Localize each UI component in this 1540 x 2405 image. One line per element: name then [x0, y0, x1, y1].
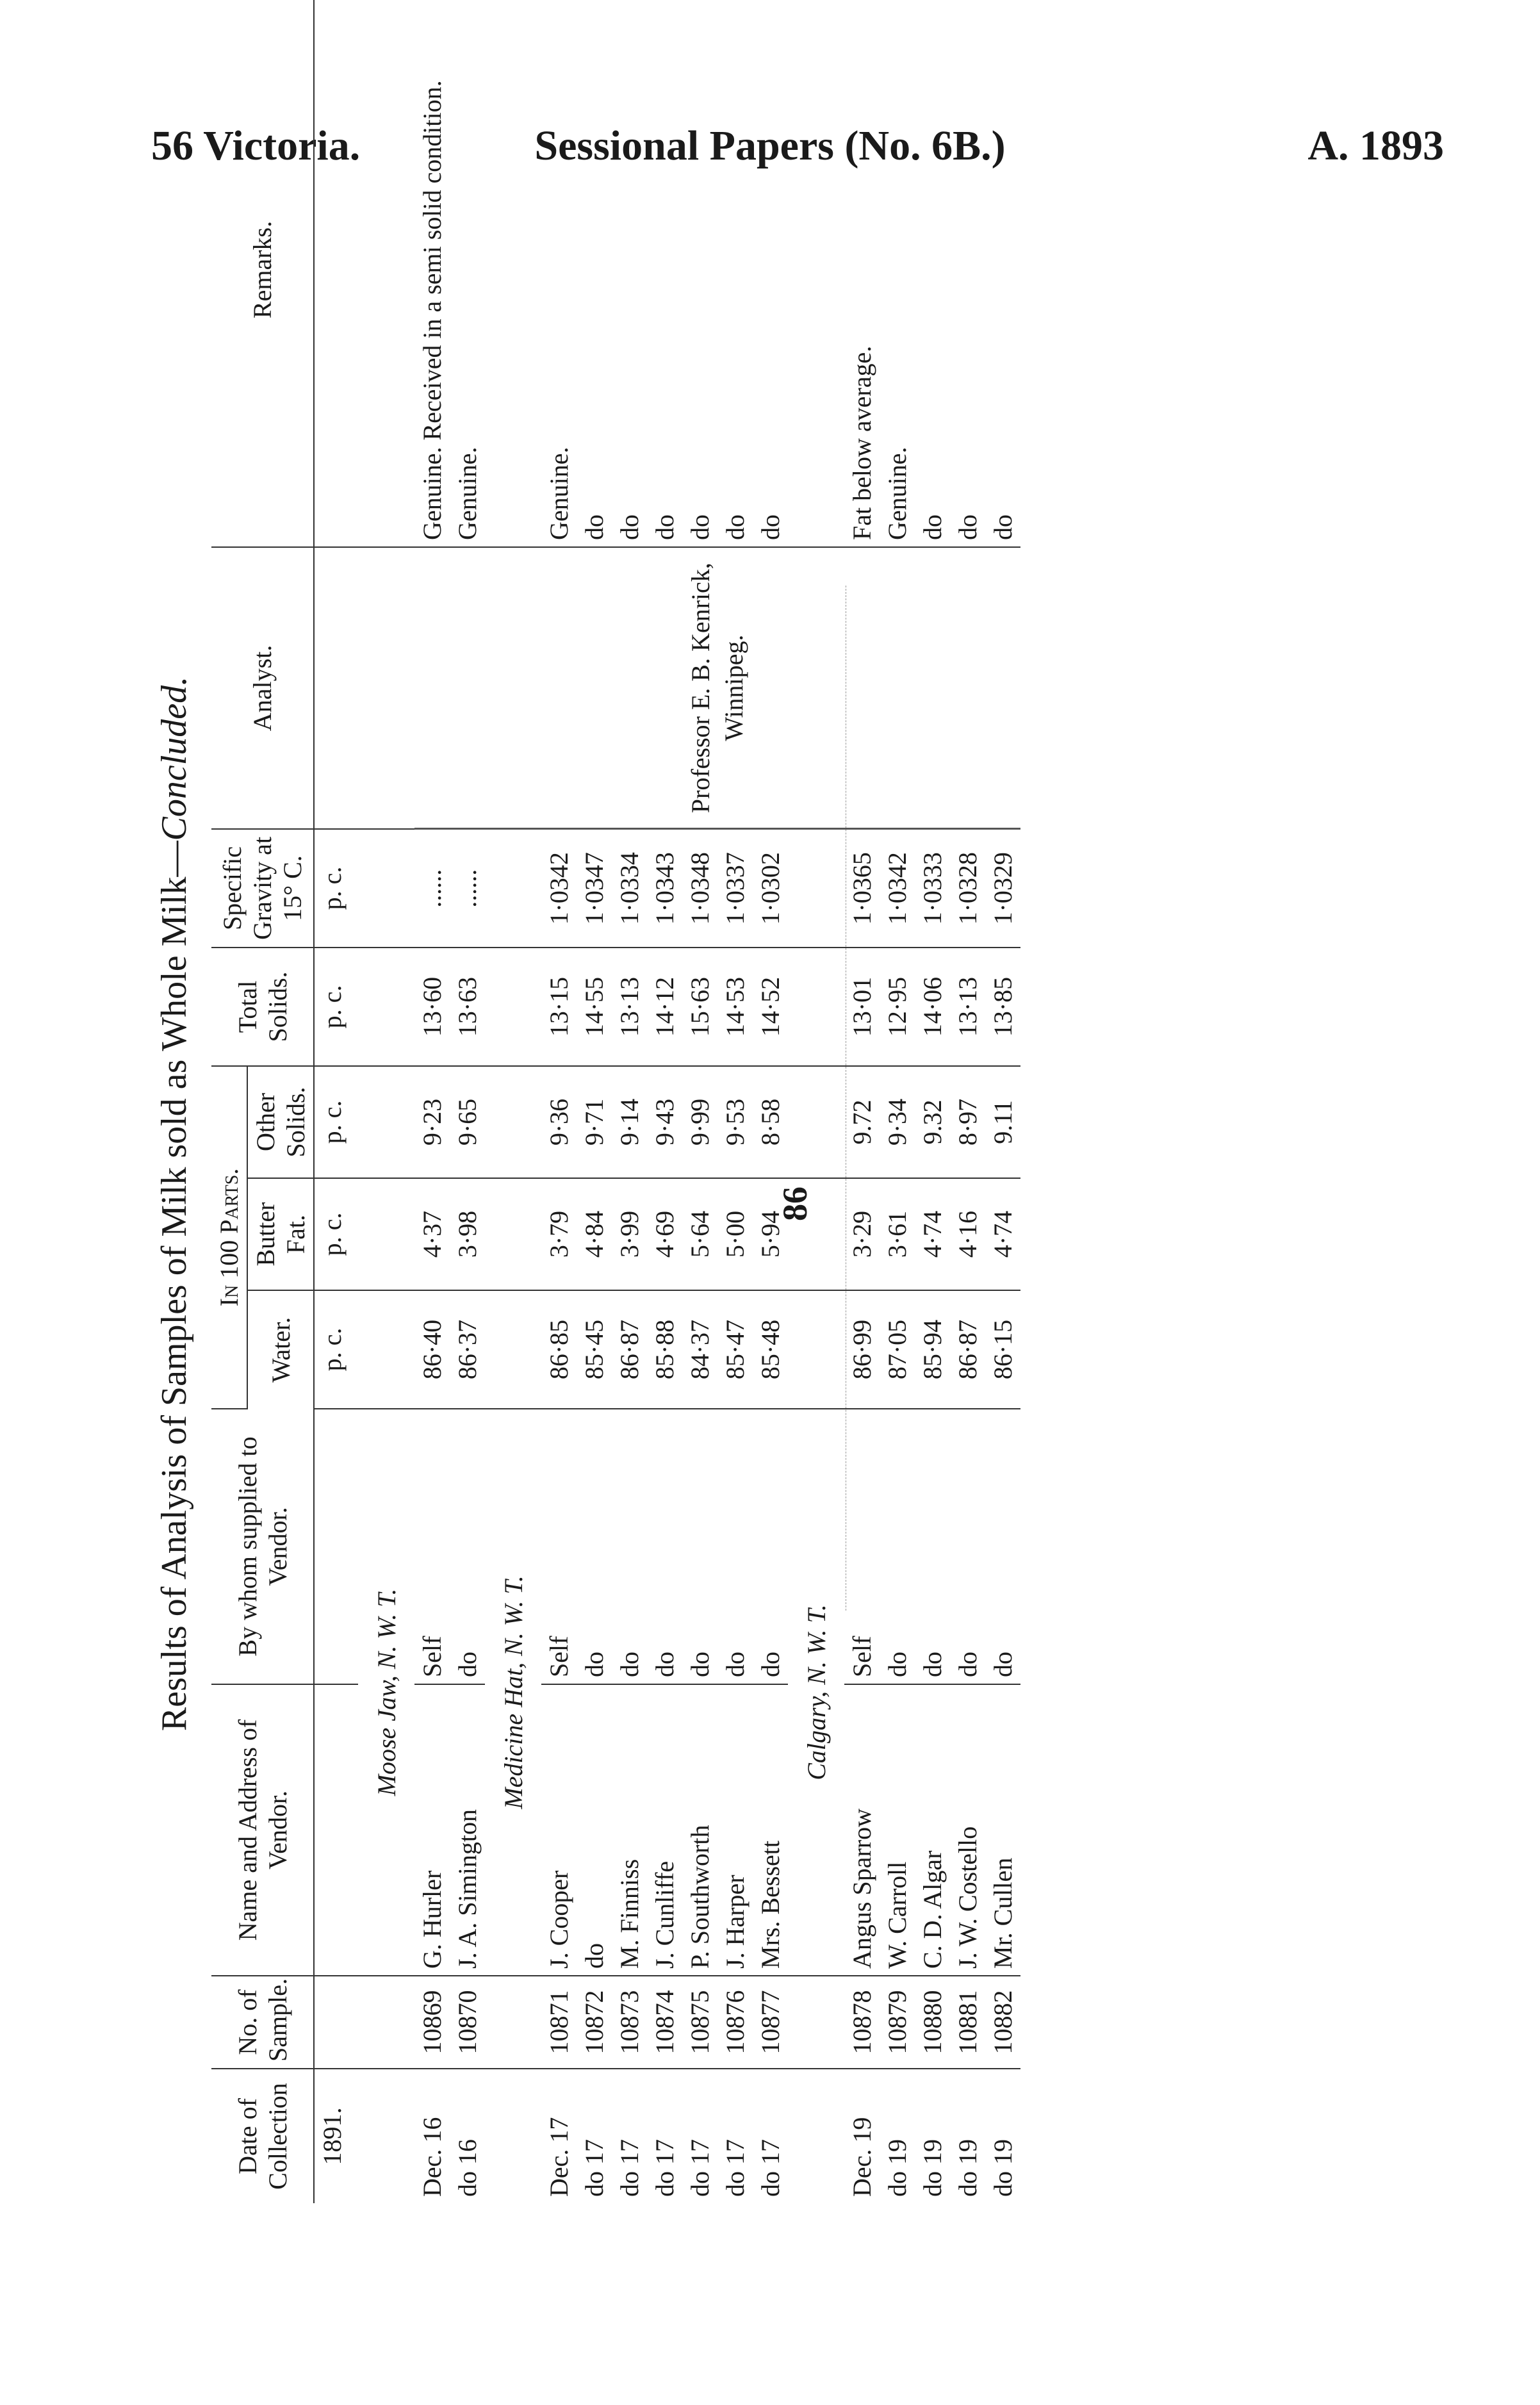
cell-total: 13·85 — [985, 948, 1020, 1066]
cell-water: 87·05 — [880, 1290, 915, 1409]
table-row — [717, 0, 753, 2203]
cell-water: 86·99 — [844, 1290, 880, 1409]
table-row — [577, 0, 612, 2203]
col-date: Date of Collection — [211, 2069, 314, 2203]
cell-water: 85·88 — [647, 1290, 682, 1409]
col-group-parts: In 100 Parts. — [211, 1066, 247, 1409]
cell-remarks: Genuine. — [541, 0, 577, 547]
cell-vendor: Mr. Cullen — [985, 1684, 1020, 1976]
cell-date: do 19 — [883, 2139, 912, 2197]
col-analyst: Analyst. — [211, 547, 314, 829]
cell-water: 86·37 — [450, 1290, 485, 1409]
cell-gravity: 1·0334 — [612, 829, 647, 948]
cell-fat: 3·29 — [844, 1178, 880, 1290]
cell-vendor: J. Harper — [717, 1684, 753, 1976]
cell-other: 9·14 — [612, 1066, 647, 1178]
cell-water: 85·45 — [577, 1290, 612, 1409]
cell-date: do 19 — [988, 2139, 1017, 2197]
cell-remarks: do — [753, 0, 788, 547]
cell-remarks: do — [647, 0, 682, 547]
cell-vendor: C. D. Algar — [915, 1684, 950, 1976]
cell-total: 12·95 — [880, 948, 915, 1066]
table-row — [985, 0, 1020, 2203]
cell-water: 86·85 — [541, 1290, 577, 1409]
cell-no: 10878 — [844, 1976, 880, 2069]
cell-other: 9·71 — [577, 1066, 612, 1178]
cell-other: 8·97 — [950, 1066, 985, 1178]
col-other: Other Solids. — [247, 1066, 314, 1178]
cell-gravity: 1·0347 — [577, 829, 612, 948]
cell-water: 84·37 — [682, 1290, 717, 1409]
cell-date: do 17 — [685, 2139, 714, 2197]
cell-no: 10873 — [612, 1976, 647, 2069]
title-lead: Results — [154, 1625, 194, 1732]
cell-vendor: W. Carroll — [880, 1684, 915, 1976]
cell-water: 86·87 — [612, 1290, 647, 1409]
cell-fat: 4·74 — [985, 1178, 1020, 1290]
unit-fat: p. c. — [314, 1178, 358, 1290]
table-row — [541, 0, 577, 2203]
header-right: A. 1893 — [1307, 122, 1444, 169]
cell-other: 9·36 — [541, 1066, 577, 1178]
cell-remarks: Genuine. — [450, 0, 485, 547]
location-row — [485, 0, 541, 2203]
cell-fat: 3·98 — [450, 1178, 485, 1290]
cell-supplier: do — [612, 1409, 647, 1684]
page-number: 86 — [776, 1186, 814, 1221]
table-row — [647, 0, 682, 2203]
cell-supplier: do — [880, 1409, 915, 1684]
cell-vendor: J. A. Simington — [450, 1684, 485, 1976]
cell-date: Dec. 19 — [848, 2117, 876, 2197]
cell-no: 10880 — [915, 1976, 950, 2069]
cell-gravity: 1·0348 — [682, 829, 717, 948]
table-row — [450, 0, 485, 2203]
location-heading: Medicine Hat, N. W. T. — [485, 1409, 541, 1976]
cell-supplier: do — [577, 1409, 612, 1684]
title-main: of Analysis of Samples of Milk sold as Whole Milk— — [154, 841, 194, 1626]
cell-fat: 5·00 — [717, 1178, 753, 1290]
location-row — [358, 0, 414, 2203]
cell-vendor: P. Southworth — [682, 1684, 717, 1976]
cell-fat: 4·74 — [915, 1178, 950, 1290]
cell-date: do 17 — [721, 2139, 750, 2197]
cell-date: do 16 — [453, 2139, 482, 2197]
unit-water: p. c. — [314, 1290, 358, 1409]
cell-supplier: do — [647, 1409, 682, 1684]
cell-vendor: J. W. Costello — [950, 1684, 985, 1976]
cell-remarks: do — [717, 0, 753, 547]
cell-fat: 3·79 — [541, 1178, 577, 1290]
unit-other: p. c. — [314, 1066, 358, 1178]
cell-water: 86·87 — [950, 1290, 985, 1409]
cell-fat: 5·94 — [753, 1178, 788, 1290]
table-row — [414, 0, 450, 2203]
cell-total: 14·06 — [915, 948, 950, 1066]
cell-supplier: do — [450, 1409, 485, 1684]
cell-remarks: Genuine. — [880, 0, 915, 547]
cell-total: 13·01 — [844, 948, 880, 1066]
cell-vendor: do — [577, 1684, 612, 1976]
cell-other: 8·58 — [753, 1066, 788, 1178]
cell-other: 9·43 — [647, 1066, 682, 1178]
cell-gravity: 1·0329 — [985, 829, 1020, 948]
cell-supplier: do — [950, 1409, 985, 1684]
cell-vendor: Angus Sparrow — [844, 1684, 880, 1976]
cell-supplier: do — [915, 1409, 950, 1684]
table-row — [682, 0, 717, 2203]
cell-fat: 4·37 — [414, 1178, 450, 1290]
col-water: Water. — [247, 1290, 314, 1409]
cell-remarks: do — [682, 0, 717, 547]
cell-no: 10871 — [541, 1976, 577, 2069]
cell-water: 85·48 — [753, 1290, 788, 1409]
cell-other: 9·23 — [414, 1066, 450, 1178]
cell-date: do 17 — [756, 2139, 785, 2197]
location-heading: Calgary, N. W. T. — [788, 1409, 844, 1976]
cell-supplier: Self — [844, 1409, 880, 1684]
cell-other: 9.72 — [844, 1066, 880, 1178]
table-title — [154, 3, 195, 2405]
cell-date: do 19 — [918, 2139, 947, 2197]
year-label: 1891. — [318, 2107, 347, 2165]
cell-vendor: G. Hurler — [414, 1684, 450, 1976]
table-row — [612, 0, 647, 2203]
col-vendor: Name and Address of Vendor. — [211, 1684, 314, 1976]
cell-date: do 17 — [580, 2139, 609, 2197]
cell-no: 10882 — [985, 1976, 1020, 2069]
cell-total: 14·55 — [577, 948, 612, 1066]
cell-remarks: do — [612, 0, 647, 547]
cell-total: 14·52 — [753, 948, 788, 1066]
cell-no: 10870 — [450, 1976, 485, 2069]
cell-no: 10869 — [414, 1976, 450, 2069]
cell-vendor: Mrs. Bessett — [753, 1684, 788, 1976]
cell-gravity: 1·0302 — [753, 829, 788, 948]
cell-total: 15·63 — [682, 948, 717, 1066]
cell-other: 9·53 — [717, 1066, 753, 1178]
cell-total: 14·12 — [647, 948, 682, 1066]
unit-total: p. c. — [314, 948, 358, 1066]
results-table — [211, 0, 1020, 2203]
cell-no: 10881 — [950, 1976, 985, 2069]
cell-date: do 17 — [615, 2139, 644, 2197]
cell-gravity: ...... — [450, 829, 485, 948]
location-heading: Moose Jaw, N. W. T. — [358, 1409, 414, 1976]
cell-gravity: 1·0328 — [950, 829, 985, 948]
header-center: Sessional Papers (No. 6B.) — [534, 122, 1006, 169]
cell-total: 13·63 — [450, 948, 485, 1066]
cell-fat: 4·16 — [950, 1178, 985, 1290]
cell-gravity: 1·0337 — [717, 829, 753, 948]
unit-gravity: p. c. — [314, 829, 358, 948]
col-number: No. of Sample. — [211, 1976, 314, 2069]
cell-no: 10879 — [880, 1976, 915, 2069]
cell-gravity: 1·0342 — [541, 829, 577, 948]
cell-no: 10875 — [682, 1976, 717, 2069]
table-row — [880, 0, 915, 2203]
cell-other: 9·65 — [450, 1066, 485, 1178]
cell-date: Dec. 17 — [545, 2117, 573, 2197]
cell-total: 13·13 — [612, 948, 647, 1066]
col-fat: Butter Fat. — [247, 1178, 314, 1290]
cell-remarks: do — [915, 0, 950, 547]
cell-no: 10872 — [577, 1976, 612, 2069]
cell-vendor: M. Finniss — [612, 1684, 647, 1976]
cell-no: 10876 — [717, 1976, 753, 2069]
cell-other: 9.32 — [915, 1066, 950, 1178]
cell-remarks: do — [985, 0, 1020, 547]
cell-remarks: do — [950, 0, 985, 547]
col-remarks: Remarks. — [211, 0, 314, 547]
cell-supplier: do — [753, 1409, 788, 1684]
cell-gravity: 1·0343 — [647, 829, 682, 948]
cell-gravity: 1·0365 — [844, 829, 880, 948]
col-total: Total Solids. — [211, 948, 314, 1066]
cell-supplier: Self — [414, 1409, 450, 1684]
cell-gravity: 1·0342 — [880, 829, 915, 948]
cell-vendor: J. Cunliffe — [647, 1684, 682, 1976]
cell-fat: 3·61 — [880, 1178, 915, 1290]
title-italic: Concluded. — [154, 676, 194, 841]
table-row — [915, 0, 950, 2203]
cell-supplier: Self — [541, 1409, 577, 1684]
cell-fat: 4·84 — [577, 1178, 612, 1290]
cell-gravity: ...... — [414, 829, 450, 948]
rotated-table-page — [0, 3, 1537, 2405]
cell-total: 13·15 — [541, 948, 577, 1066]
header-left: 56 Victoria. — [151, 122, 361, 169]
cell-remarks: Fat below average. — [844, 0, 880, 547]
cell-other: 9.11 — [985, 1066, 1020, 1178]
analyst-name: Professor E. B. Kenrick, Winnipeg. — [414, 547, 1020, 829]
cell-fat: 5·64 — [682, 1178, 717, 1290]
cell-other: 9·34 — [880, 1066, 915, 1178]
col-gravity: Specific Gravity at 15° C. — [211, 829, 314, 948]
cell-water: 85·94 — [915, 1290, 950, 1409]
cell-total: 13·13 — [950, 948, 985, 1066]
cell-total: 14·53 — [717, 948, 753, 1066]
table-row — [844, 0, 880, 2203]
cell-date: do 17 — [650, 2139, 679, 2197]
cell-gravity: 1·0333 — [915, 829, 950, 948]
cell-other: 9·99 — [682, 1066, 717, 1178]
cell-vendor: J. Cooper — [541, 1684, 577, 1976]
cell-remarks: do — [577, 0, 612, 547]
cell-supplier: do — [682, 1409, 717, 1684]
cell-fat: 3·99 — [612, 1178, 647, 1290]
cell-remarks: Genuine. Received in a semi solid condition. — [414, 0, 450, 547]
cell-no: 10877 — [753, 1976, 788, 2069]
cell-date: do 19 — [953, 2139, 982, 2197]
cell-supplier: do — [985, 1409, 1020, 1684]
cell-fat: 4·69 — [647, 1178, 682, 1290]
cell-no: 10874 — [647, 1976, 682, 2069]
cell-water: 86·15 — [985, 1290, 1020, 1409]
cell-total: 13·60 — [414, 948, 450, 1066]
cell-supplier: do — [717, 1409, 753, 1684]
cell-water: 85·47 — [717, 1290, 753, 1409]
cell-date: Dec. 16 — [418, 2117, 446, 2197]
cell-water: 86·40 — [414, 1290, 450, 1409]
col-supplier: By whom supplied to Vendor. — [211, 1409, 314, 1684]
table-row — [950, 0, 985, 2203]
